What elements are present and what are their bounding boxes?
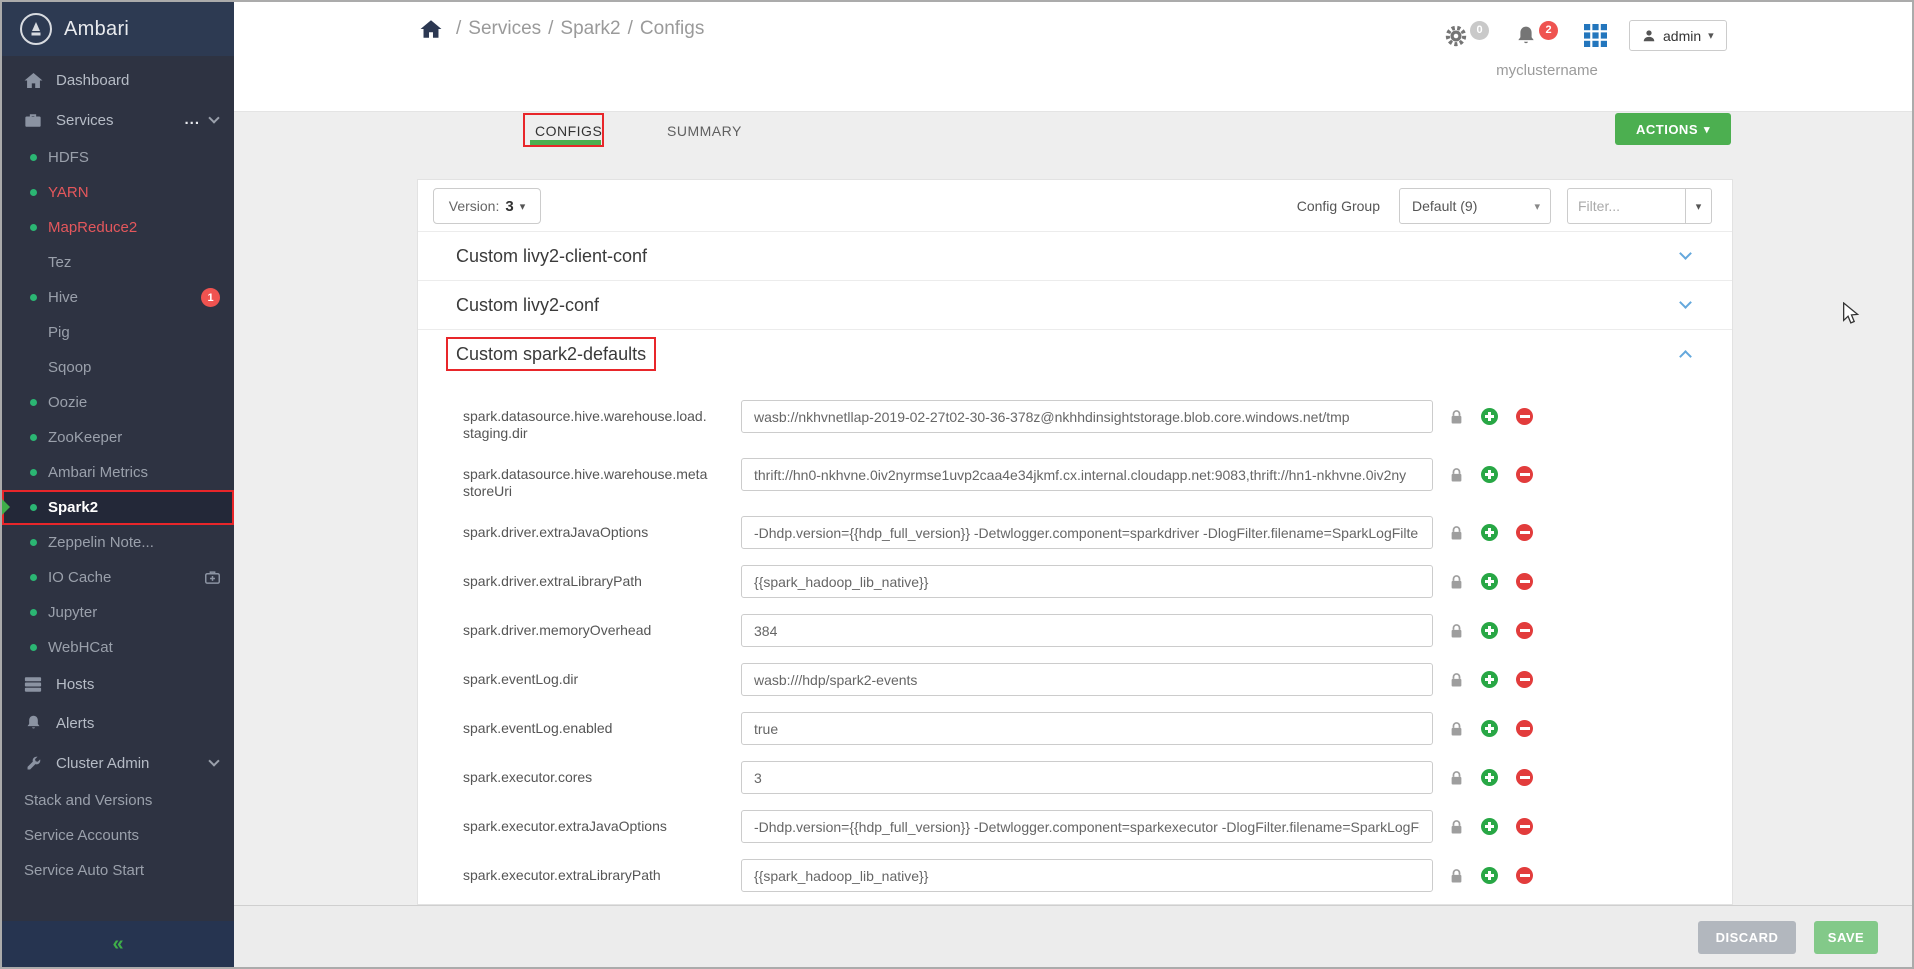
configs-panel	[417, 179, 1733, 905]
config-value-input[interactable]	[741, 712, 1433, 745]
filter-dropdown-button[interactable]	[1685, 188, 1712, 224]
actions-label: ACTIONS	[1635, 121, 1698, 137]
config-name: spark.eventLog.enabled	[463, 720, 613, 736]
config-rows	[418, 400, 1732, 908]
config-row	[418, 400, 1732, 458]
status-up-icon	[30, 539, 37, 546]
sidebar-item-sqoop[interactable]	[2, 350, 234, 385]
service-label: YARN	[48, 184, 89, 201]
lock-icon	[1450, 770, 1463, 786]
sidebar-item-label: Cluster Admin	[56, 754, 150, 772]
sidebar-item-label: Hosts	[56, 675, 95, 693]
sidebar-item-services[interactable]	[2, 100, 234, 140]
config-group-select[interactable]	[1399, 188, 1551, 224]
sidebar-item-ambari-metrics[interactable]	[2, 455, 234, 490]
config-value-input[interactable]	[741, 810, 1433, 843]
service-label: WebHCat	[48, 639, 113, 656]
tab-configs[interactable]: CONFIGS	[535, 123, 603, 139]
config-value-input[interactable]	[741, 400, 1433, 433]
sidebar-item-spark2[interactable]	[2, 490, 234, 525]
override-add-icon[interactable]	[1481, 466, 1498, 483]
config-value-input[interactable]	[741, 663, 1433, 696]
status-up-icon	[30, 294, 37, 301]
version-selector[interactable]	[433, 188, 541, 224]
mouse-cursor	[1840, 302, 1862, 331]
sidebar-item-label: Alerts	[56, 714, 95, 732]
app-title: Ambari	[64, 17, 130, 40]
service-label: Pig	[48, 324, 70, 341]
lock-icon	[1450, 819, 1463, 835]
config-row	[418, 565, 1732, 614]
sidebar-link-service-auto-start[interactable]: Service Auto Start	[24, 862, 145, 879]
lock-icon	[1450, 623, 1463, 639]
remove-property-icon[interactable]	[1516, 720, 1533, 737]
sidebar-link-stack-versions[interactable]: Stack and Versions	[24, 792, 153, 809]
config-name: spark.executor.cores	[463, 769, 593, 785]
override-add-icon[interactable]	[1481, 818, 1498, 835]
status-up-icon	[30, 434, 37, 441]
override-add-icon[interactable]	[1481, 573, 1498, 590]
config-name: spark.executor.extraLibraryPath	[463, 867, 661, 883]
service-label: Oozie	[48, 394, 88, 411]
active-tab-underline	[530, 140, 601, 145]
breadcrumb-separator: /	[456, 18, 462, 39]
breadcrumb-spark2[interactable]: Spark2	[560, 18, 621, 39]
home-icon	[22, 72, 44, 89]
chevron-down-icon[interactable]	[208, 112, 219, 123]
config-row	[418, 712, 1732, 761]
config-name: spark.driver.extraLibraryPath	[463, 573, 642, 589]
chevron-down-icon[interactable]	[1679, 247, 1692, 260]
lock-icon	[1450, 467, 1463, 483]
service-label: Tez	[48, 254, 72, 271]
service-action-icon[interactable]	[205, 571, 220, 584]
sidebar-nav	[2, 60, 234, 888]
config-name: spark.datasource.hive.warehouse.metastoreUri	[463, 466, 708, 499]
admin-label: admin	[1663, 27, 1702, 44]
gear-icon	[1444, 24, 1468, 48]
user-icon	[1642, 29, 1656, 43]
config-name: spark.executor.extraJavaOptions	[463, 818, 667, 834]
config-name: spark.datasource.hive.warehouse.load.staging.dir	[463, 408, 707, 441]
topbar	[234, 2, 1912, 112]
config-name: spark.driver.extraJavaOptions	[463, 524, 649, 540]
sidebar-item-cluster-admin[interactable]	[2, 743, 234, 783]
remove-property-icon[interactable]	[1516, 524, 1533, 541]
chevron-up-icon[interactable]	[1679, 350, 1692, 363]
section-custom-livy2-client-conf[interactable]	[418, 231, 1732, 280]
status-up-icon	[30, 154, 37, 161]
sidebar-item-pig[interactable]	[2, 315, 234, 350]
sidebar-item-hive[interactable]	[2, 280, 234, 315]
sidebar-header	[2, 2, 234, 56]
sidebar-item-tez[interactable]	[2, 245, 234, 280]
status-up-icon	[30, 224, 37, 231]
lock-icon	[1450, 672, 1463, 688]
version-value: 3	[505, 197, 514, 215]
version-label: Version:	[448, 198, 500, 214]
discard-button[interactable]: DISCARD	[1698, 921, 1796, 954]
remove-property-icon[interactable]	[1516, 466, 1533, 483]
admin-menu-button[interactable]	[1629, 20, 1727, 51]
section-title: Custom livy2-conf	[456, 294, 600, 315]
filter-group	[1567, 188, 1712, 224]
lock-icon	[1450, 574, 1463, 590]
sidebar-item-jupyter[interactable]	[2, 595, 234, 630]
collapse-sidebar-icon[interactable]: «	[112, 932, 124, 955]
status-none-icon	[30, 329, 37, 336]
caret-down-icon: ▾	[1534, 200, 1540, 213]
lock-icon	[1450, 525, 1463, 541]
status-up-icon	[30, 609, 37, 616]
override-add-icon[interactable]	[1481, 408, 1498, 425]
remove-property-icon[interactable]	[1516, 408, 1533, 425]
config-row	[418, 516, 1732, 565]
cluster-name: myclustername	[1496, 62, 1598, 79]
breadcrumb-separator: /	[627, 18, 633, 39]
service-label: Jupyter	[48, 604, 98, 621]
status-none-icon	[30, 259, 37, 266]
sidebar-item-alerts[interactable]	[2, 703, 234, 743]
config-value-input[interactable]	[741, 516, 1433, 549]
sidebar-item-hdfs[interactable]	[2, 140, 234, 175]
sidebar-item-webhcat[interactable]	[2, 630, 234, 665]
service-label: Sqoop	[48, 359, 92, 376]
sidebar-item-zeppelin[interactable]	[2, 525, 234, 560]
config-row	[418, 663, 1732, 712]
service-label: Zeppelin Note...	[48, 534, 154, 551]
service-label: Hive	[48, 289, 79, 306]
config-row	[418, 458, 1732, 516]
breadcrumb	[420, 18, 704, 40]
lock-icon	[1450, 868, 1463, 884]
caret-down-icon: ▾	[1703, 123, 1711, 136]
tab-summary[interactable]: SUMMARY	[667, 123, 742, 139]
status-up-icon	[30, 189, 37, 196]
sidebar-link-service-accounts[interactable]: Service Accounts	[24, 827, 140, 844]
save-bar	[234, 905, 1912, 967]
breadcrumb-home-icon[interactable]	[420, 19, 442, 39]
wrench-icon	[22, 755, 44, 772]
config-row	[418, 614, 1732, 663]
caret-down-icon: ▾	[1708, 30, 1714, 42]
config-sections	[418, 231, 1732, 908]
bell-icon	[1515, 24, 1537, 48]
config-value-input[interactable]	[741, 761, 1433, 794]
override-add-icon[interactable]	[1481, 769, 1498, 786]
lock-icon	[1450, 409, 1463, 425]
remove-property-icon[interactable]	[1516, 818, 1533, 835]
status-up-icon	[30, 399, 37, 406]
status-up-icon	[30, 504, 37, 511]
override-add-icon[interactable]	[1481, 720, 1498, 737]
views-grid-icon[interactable]	[1584, 24, 1607, 47]
service-label: ZooKeeper	[48, 429, 123, 446]
lock-icon	[1450, 721, 1463, 737]
sidebar-footer	[2, 921, 234, 967]
config-name: spark.driver.memoryOverhead	[463, 622, 652, 638]
filter-input[interactable]	[1567, 188, 1685, 224]
status-up-icon	[30, 574, 37, 581]
ambari-logo-icon	[20, 13, 52, 45]
service-label: Spark2	[48, 499, 99, 516]
remove-property-icon[interactable]	[1516, 622, 1533, 639]
section-title: Custom spark2-defaults	[456, 343, 647, 364]
config-value-input[interactable]	[741, 614, 1433, 647]
service-label: IO Cache	[48, 569, 112, 586]
caret-down-icon: ▾	[1695, 200, 1702, 213]
alerts-indicator[interactable]	[1515, 24, 1558, 48]
sidebar-item-io-cache[interactable]	[2, 560, 234, 595]
remove-property-icon[interactable]	[1516, 671, 1533, 688]
chevron-down-icon[interactable]	[1679, 296, 1692, 309]
hosts-icon	[22, 677, 44, 692]
chevron-down-icon[interactable]	[208, 755, 219, 766]
service-label: MapReduce2	[48, 219, 138, 236]
remove-property-icon[interactable]	[1516, 573, 1533, 590]
bell-icon	[22, 714, 44, 732]
actions-button[interactable]	[1615, 113, 1731, 145]
status-none-icon	[30, 364, 37, 371]
status-up-icon	[30, 469, 37, 476]
sidebar-item-zookeeper[interactable]	[2, 420, 234, 455]
briefcase-icon	[22, 112, 44, 129]
remove-property-icon[interactable]	[1516, 769, 1533, 786]
sidebar-item-dashboard[interactable]	[2, 60, 234, 100]
override-add-icon[interactable]	[1481, 671, 1498, 688]
config-row	[418, 859, 1732, 908]
sidebar-item-oozie[interactable]	[2, 385, 234, 420]
config-row	[418, 810, 1732, 859]
alerts-count-badge: 2	[1539, 21, 1558, 40]
breadcrumb-separator: /	[548, 18, 554, 39]
caret-down-icon: ▾	[519, 200, 526, 213]
config-row	[418, 761, 1732, 810]
breadcrumb-services[interactable]: Services	[468, 18, 542, 39]
operations-indicator[interactable]	[1444, 24, 1489, 48]
sidebar-item-label: Services	[56, 111, 114, 129]
section-custom-livy2-conf[interactable]	[418, 280, 1732, 329]
more-actions-icon[interactable]: ...	[184, 111, 200, 128]
override-add-icon[interactable]	[1481, 867, 1498, 884]
remove-property-icon[interactable]	[1516, 867, 1533, 884]
config-value-input[interactable]	[741, 565, 1433, 598]
override-add-icon[interactable]	[1481, 622, 1498, 639]
save-button[interactable]: SAVE	[1814, 921, 1878, 954]
config-name: spark.eventLog.dir	[463, 671, 579, 687]
section-custom-spark2-defaults[interactable]	[418, 329, 1732, 378]
section-title: Custom livy2-client-conf	[456, 245, 648, 266]
alert-count-badge: 1	[201, 288, 220, 307]
config-value-input[interactable]	[741, 859, 1433, 892]
config-value-input[interactable]	[741, 458, 1433, 491]
header-icons	[1444, 20, 1727, 51]
service-label: Ambari Metrics	[48, 464, 149, 481]
operations-count-badge: 0	[1470, 21, 1489, 40]
status-up-icon	[30, 644, 37, 651]
service-label: HDFS	[48, 149, 89, 166]
breadcrumb-configs: Configs	[639, 18, 705, 39]
sidebar-item-yarn[interactable]	[2, 175, 234, 210]
sidebar-item-hosts[interactable]	[2, 665, 234, 703]
config-group-value: Default (9)	[1412, 198, 1478, 214]
sidebar-item-mapreduce2[interactable]	[2, 210, 234, 245]
override-add-icon[interactable]	[1481, 524, 1498, 541]
sidebar	[2, 2, 234, 967]
config-group-label: Config Group	[1296, 198, 1380, 214]
sidebar-item-label: Dashboard	[56, 71, 130, 89]
